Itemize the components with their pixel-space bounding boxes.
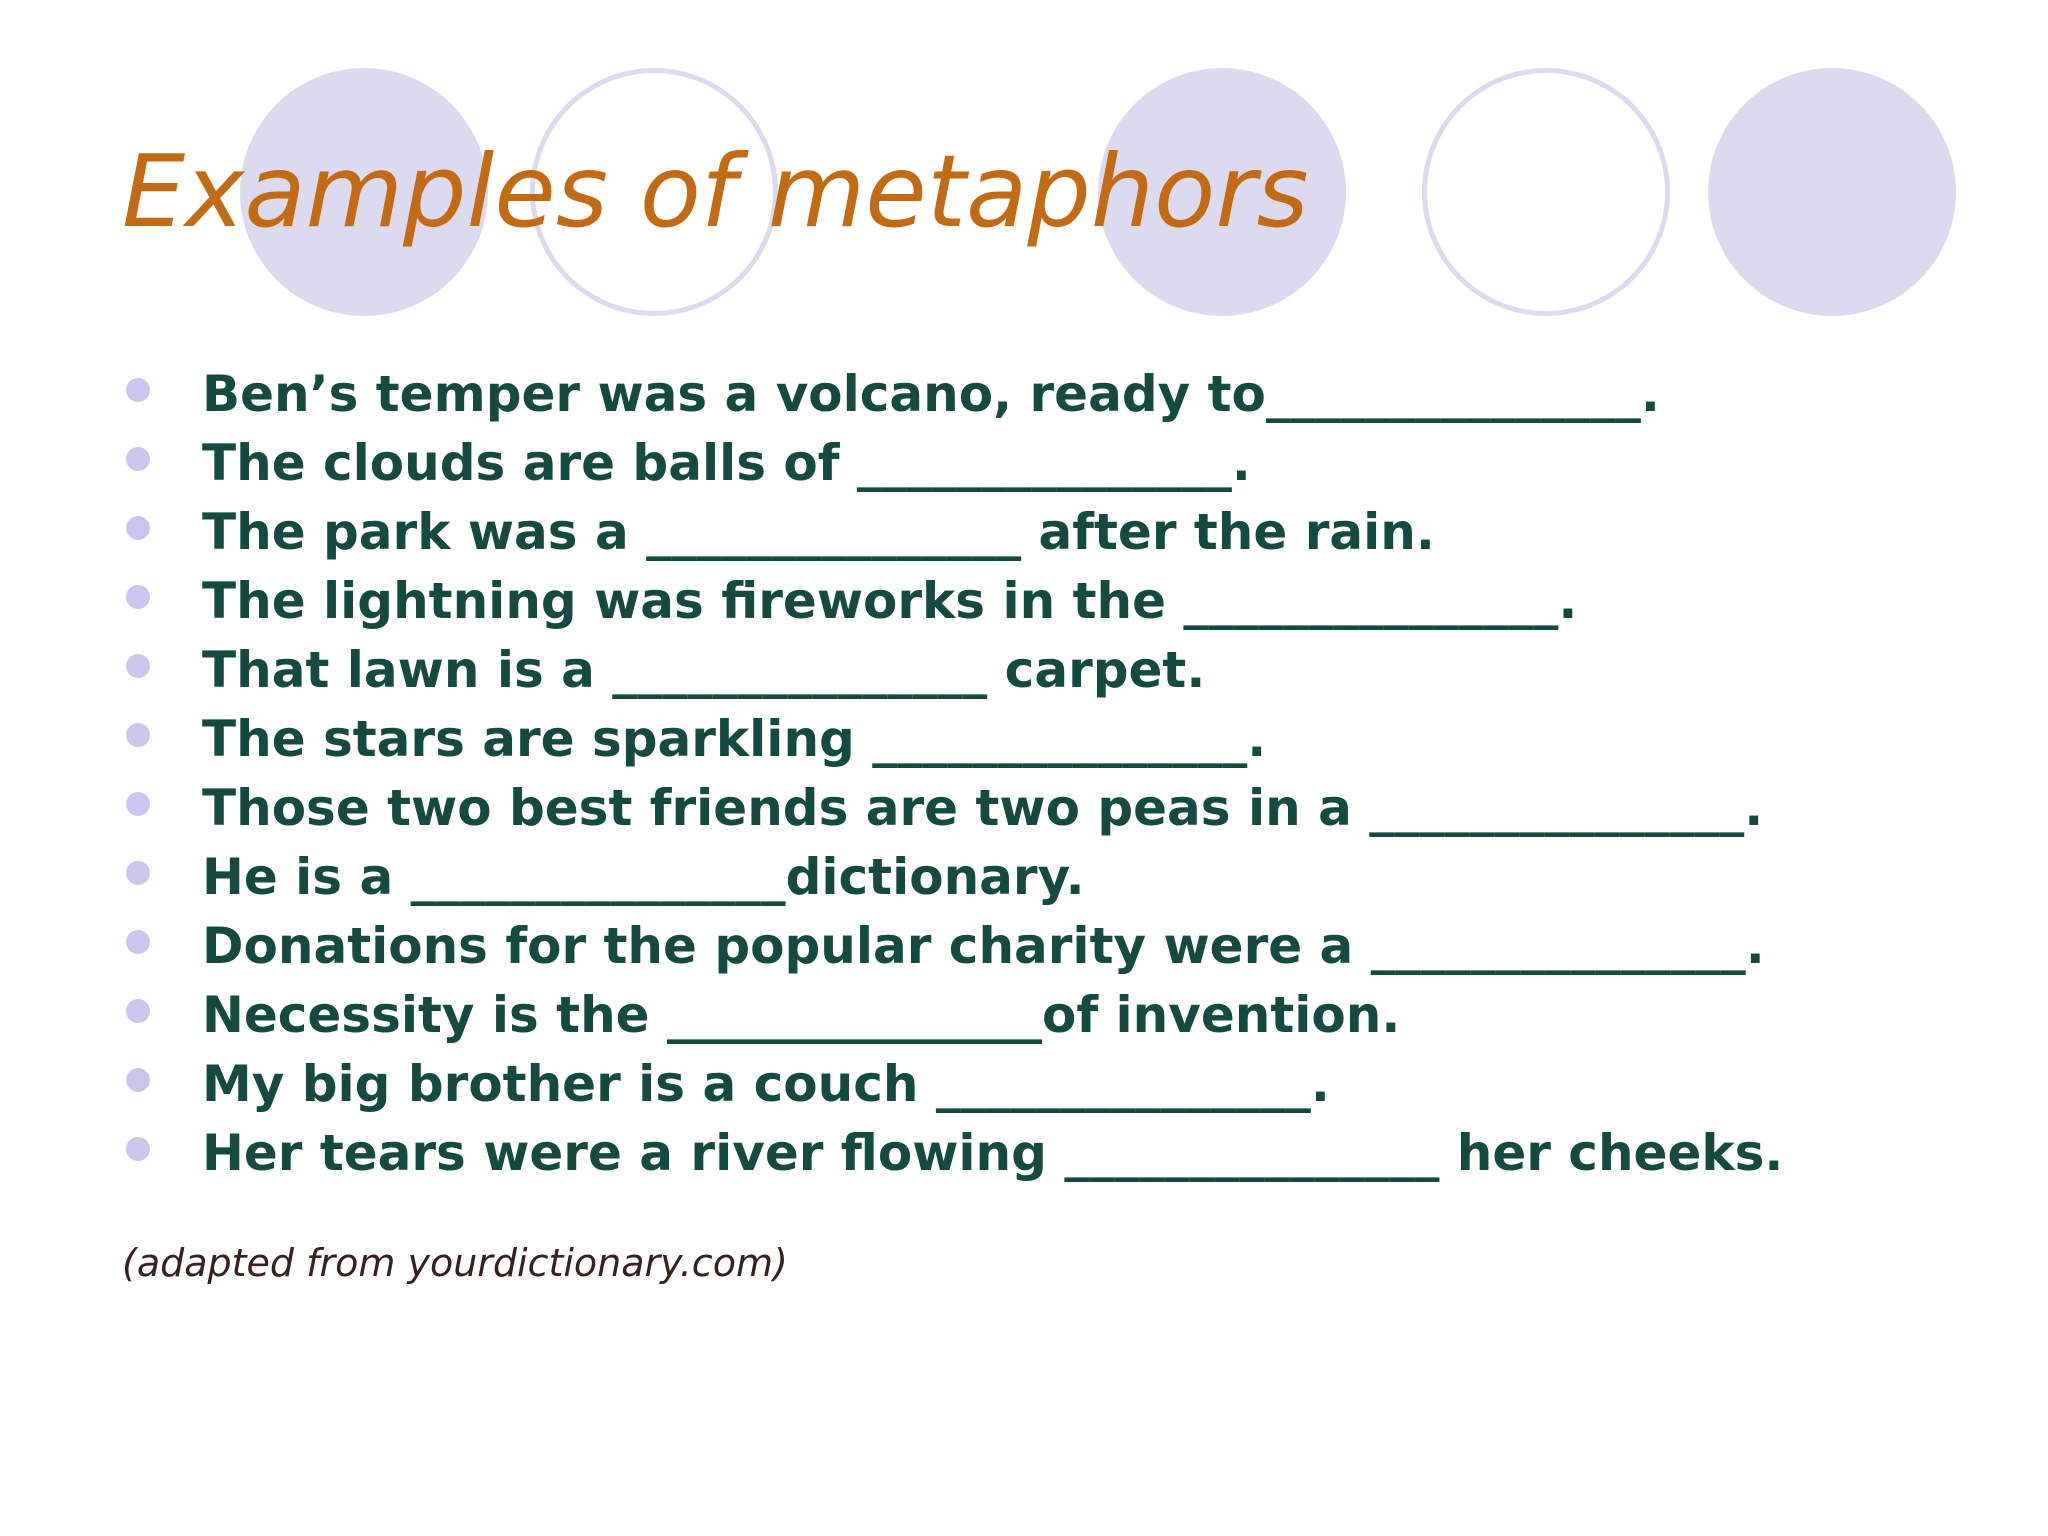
bullet-item: [122, 429, 1783, 498]
bullet-text: My big brother is a couch _______________.: [202, 1055, 1330, 1113]
bullet-item: [122, 1119, 1783, 1188]
bullet-item: [122, 843, 1783, 912]
bullet-list: [122, 360, 1783, 1188]
bullet-item: [122, 567, 1783, 636]
bullet-dot-icon: [126, 861, 150, 885]
slide-title: Examples of metaphors: [122, 133, 1309, 250]
bullet-dot-icon: [126, 792, 150, 816]
bullet-item: [122, 774, 1783, 843]
bullet-dot-icon: [126, 516, 150, 540]
bullet-dot-icon: [126, 723, 150, 747]
bullet-text: Her tears were a river flowing _______________ her cheeks.: [202, 1124, 1784, 1182]
bullet-dot-icon: [126, 1137, 150, 1161]
bullet-dot-icon: [126, 999, 150, 1023]
bullet-text: Ben’s temper was a volcano, ready to_______________.: [202, 365, 1660, 423]
bullet-text: He is a _______________dictionary.: [202, 848, 1085, 906]
bullet-dot-icon: [126, 585, 150, 609]
bullet-text: The park was a _______________ after the rain.: [202, 503, 1435, 561]
bullet-text: Those two best friends are two peas in a _______________.: [202, 779, 1764, 837]
bullet-item: [122, 912, 1783, 981]
bullet-item: [122, 636, 1783, 705]
decorative-ring-circle: [1422, 68, 1670, 316]
bullet-text: The stars are sparkling _______________.: [202, 710, 1267, 768]
bullet-item: [122, 705, 1783, 774]
bullet-item: [122, 498, 1783, 567]
source-citation: (adapted from yourdictionary.com): [122, 1241, 788, 1285]
bullet-item: [122, 981, 1783, 1050]
bullet-dot-icon: [126, 1068, 150, 1092]
bullet-text: Necessity is the _______________of invention.: [202, 986, 1401, 1044]
bullet-text: The clouds are balls of _______________.: [202, 434, 1251, 492]
bullet-dot-icon: [126, 447, 150, 471]
bullet-item: [122, 1050, 1783, 1119]
bullet-item: [122, 360, 1783, 429]
bullet-text: That lawn is a _______________ carpet.: [202, 641, 1206, 699]
bullet-dot-icon: [126, 930, 150, 954]
bullet-dot-icon: [126, 654, 150, 678]
bullet-text: The lightning was fireworks in the _______________.: [202, 572, 1578, 630]
bullet-dot-icon: [126, 378, 150, 402]
decorative-filled-circle: [1708, 68, 1956, 316]
bullet-text: Donations for the popular charity were a _______________.: [202, 917, 1765, 975]
